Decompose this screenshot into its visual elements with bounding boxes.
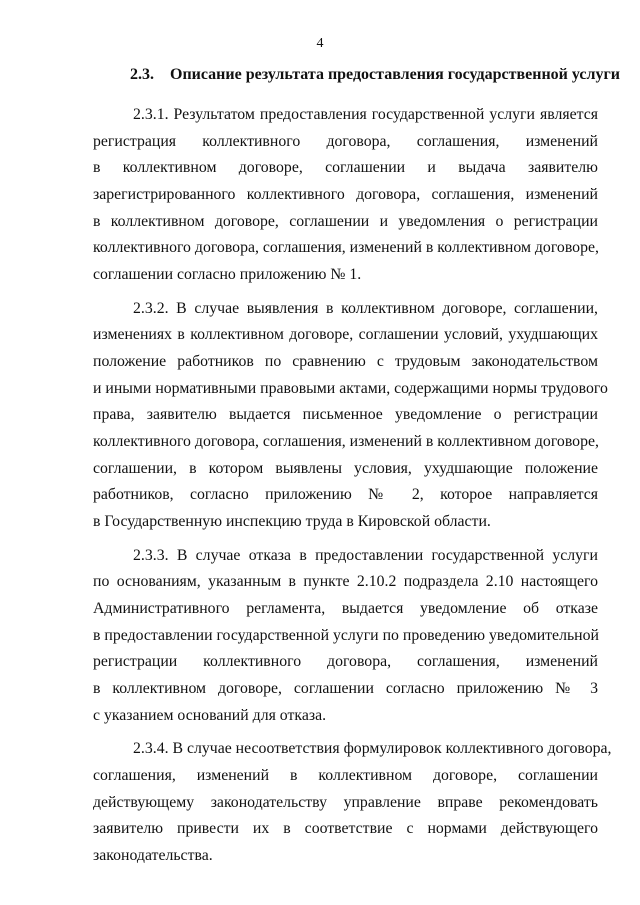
text-line: и иными нормативными правовыми актами, содержащими нормы трудового — [93, 379, 608, 397]
text-line: законодательства. — [93, 846, 213, 864]
text-line: по основаниям, указанным в пункте 2.10.2 подраздела 2.10 настоящего — [93, 573, 598, 591]
text-line: в Государственную инспекцию труда в Кировской области. — [93, 513, 491, 531]
text-line: работников, согласно приложению № 2, которое направляется — [93, 486, 598, 504]
section-heading — [130, 66, 620, 84]
text-line: в предоставлении государственной услуги по проведению уведомительной — [93, 626, 599, 644]
text-line: 2.3.1. Результатом предоставления государственной услуги является — [133, 106, 598, 123]
text-line: положение работников по сравнению с трудовым законодательством — [93, 352, 598, 370]
text-line: 2.3.3. В случае отказа в предоставлении государственной услуги — [133, 546, 598, 564]
text-line: заявителю привести их в соответствие с нормами действующего — [93, 820, 598, 838]
paragraph-p-2-3-3 — [93, 543, 598, 730]
text-line: в коллективном договоре, соглашении и уведомления о регистрации — [93, 212, 598, 230]
paragraph-p-2-3-1 — [93, 102, 598, 289]
text-line: 2.3.2. В случае выявления в коллективном договоре, соглашении, — [133, 299, 598, 317]
paragraph-p-2-3-2 — [93, 296, 608, 536]
section-title: Описание результата предоставления государственной услуги — [170, 66, 620, 83]
paragraph-gap — [93, 289, 598, 296]
text-line: регистрации коллективного договора, соглашения, изменений — [93, 653, 598, 671]
text-line: соглашении согласно приложению № 1. — [93, 266, 362, 284]
paragraph-p-2-3-4 — [93, 736, 612, 869]
text-line: Административного регламента, выдается уведомление об отказе — [93, 599, 598, 617]
text-line: соглашения, изменений в коллективном договоре, соглашении — [93, 766, 598, 784]
text-line: 2.3.4. В случае несоответствия формулировок коллективного договора, — [133, 740, 612, 758]
text-line: в коллективном договоре, соглашении и выдача заявителю — [93, 159, 598, 177]
section-number: 2.3. — [130, 66, 154, 83]
text-line: права, заявителю выдается письменное уведомление о регистрации — [93, 406, 598, 424]
text-line: изменениях в коллективном договоре, соглашении условий, ухудшающих — [93, 326, 598, 344]
text-line: в коллективном договоре, соглашении согласно приложению № 3 — [93, 680, 598, 698]
text-line: соглашении, в котором выявлены условия, ухудшающие положение — [93, 459, 598, 477]
text-line: коллективного договора, соглашения, изменений в коллективном договоре, — [93, 239, 599, 257]
page-number: 4 — [316, 36, 324, 51]
paragraph-gap — [93, 536, 598, 543]
body-text — [93, 102, 612, 870]
text-line: действующему законодательству управление вправе рекомендовать — [93, 793, 598, 811]
text-line: с указанием оснований для отказа. — [93, 706, 327, 724]
text-line: зарегистрированного коллективного договора, соглашения, изменений — [93, 186, 598, 204]
text-line: коллективного договора, соглашения, изменений в коллективном договоре, — [93, 433, 599, 451]
paragraph-gap — [93, 729, 598, 736]
text-line: регистрация коллективного договора, соглашения, изменений — [93, 132, 598, 150]
